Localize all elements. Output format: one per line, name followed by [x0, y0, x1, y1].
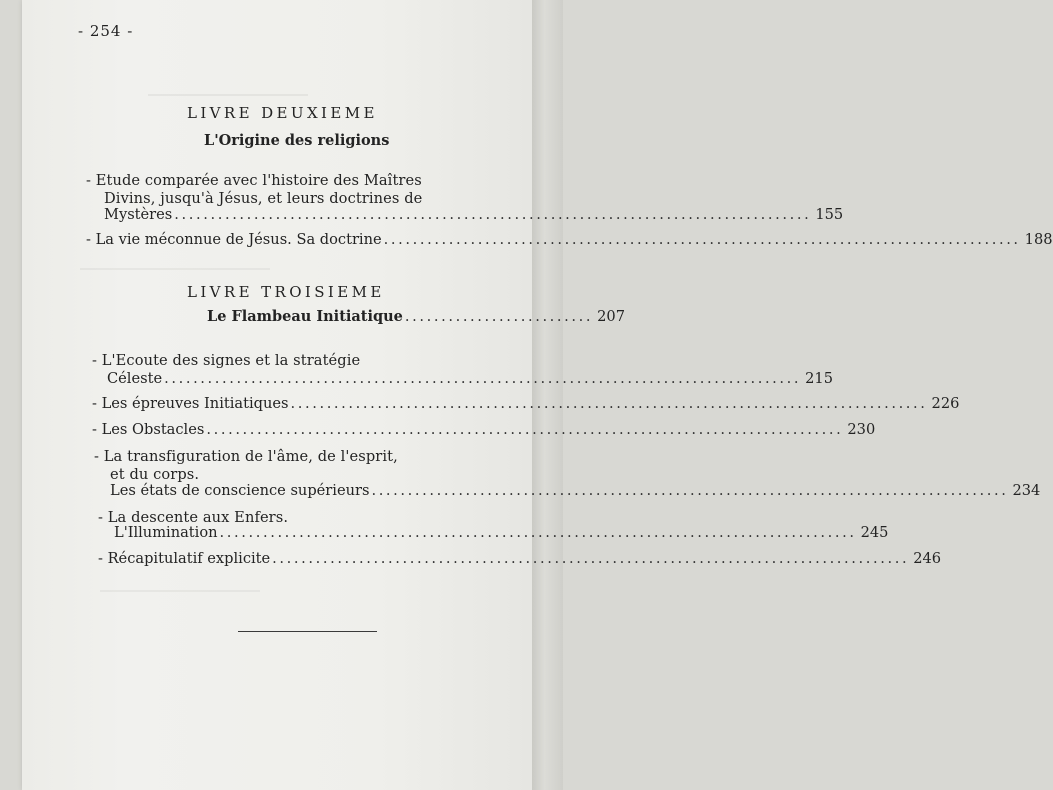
toc-entry-line: Divins, jusqu'à Jésus, et leurs doctrines de	[104, 190, 423, 207]
show-through-mark	[80, 268, 270, 276]
toc-entry	[107, 370, 833, 387]
toc-page-number: 245	[860, 524, 889, 541]
toc-entry	[92, 395, 960, 412]
livre-deux-heading: LIVRE DEUXIEME	[187, 104, 378, 122]
toc-entry-label: Mystères	[104, 206, 173, 223]
livre-deux-title: L'Origine des religions	[204, 132, 390, 149]
leader-dots: ........................................................................................	[206, 421, 844, 438]
livre-trois-heading: LIVRE TROISIEME	[187, 283, 385, 301]
leader-dots: ........................................................................................	[174, 206, 812, 223]
toc-page-number: 246	[913, 550, 942, 567]
toc-entry-line: - Etude comparée avec l'histoire des Maîtres	[86, 172, 422, 189]
toc-entry	[110, 482, 1041, 499]
leader-dots: ........................................................................................	[290, 395, 928, 412]
toc-entry-line: - La descente aux Enfers.	[98, 509, 289, 526]
toc-entry	[104, 206, 844, 223]
toc-entry-label: - La vie méconnue de Jésus. Sa doctrine	[86, 231, 382, 248]
toc-page-number: 230	[847, 421, 876, 438]
page-number: - 254 -	[78, 22, 134, 40]
toc-entry	[114, 524, 889, 541]
toc-entry-label: L'Illumination	[114, 524, 218, 541]
toc-entry-label: - Les épreuves Initiatiques	[92, 395, 289, 412]
livre-trois-title-row	[207, 308, 625, 325]
toc-entry	[86, 231, 1053, 248]
leader-dots: ..........................	[404, 308, 594, 325]
toc-entry-line: - L'Ecoute des signes et la stratégie	[92, 352, 361, 369]
toc-page-number: 155	[815, 206, 844, 223]
toc-entry-line: et du corps.	[110, 466, 200, 483]
toc-page-number: 226	[931, 395, 960, 412]
toc-page-number: 207	[597, 308, 625, 325]
toc-entry	[98, 550, 942, 567]
leader-dots: ........................................................................................	[371, 482, 1009, 499]
show-through-mark	[100, 590, 260, 598]
toc-entry-label: - Récapitulatif explicite	[98, 550, 271, 567]
toc-page-number: 188	[1024, 231, 1053, 248]
leader-dots: ........................................................................................	[272, 550, 910, 567]
show-through-mark	[148, 94, 308, 104]
toc-entry-label: Les états de conscience supérieurs	[110, 482, 370, 499]
leader-dots: ........................................................................................	[219, 524, 857, 541]
end-rule	[238, 631, 377, 632]
toc-entry-label: Céleste	[107, 370, 163, 387]
toc-page-number: 234	[1012, 482, 1041, 499]
toc-entry-line: - La transfiguration de l'âme, de l'esprit,	[94, 448, 398, 465]
toc-page-number: 215	[805, 370, 833, 387]
livre-trois-title: Le Flambeau Initiatique	[207, 308, 403, 325]
toc-entry	[92, 421, 876, 438]
leader-dots: ........................................................................................	[383, 231, 1021, 248]
leader-dots: ........................................................................................	[164, 370, 802, 387]
toc-entry-label: - Les Obstacles	[92, 421, 205, 438]
